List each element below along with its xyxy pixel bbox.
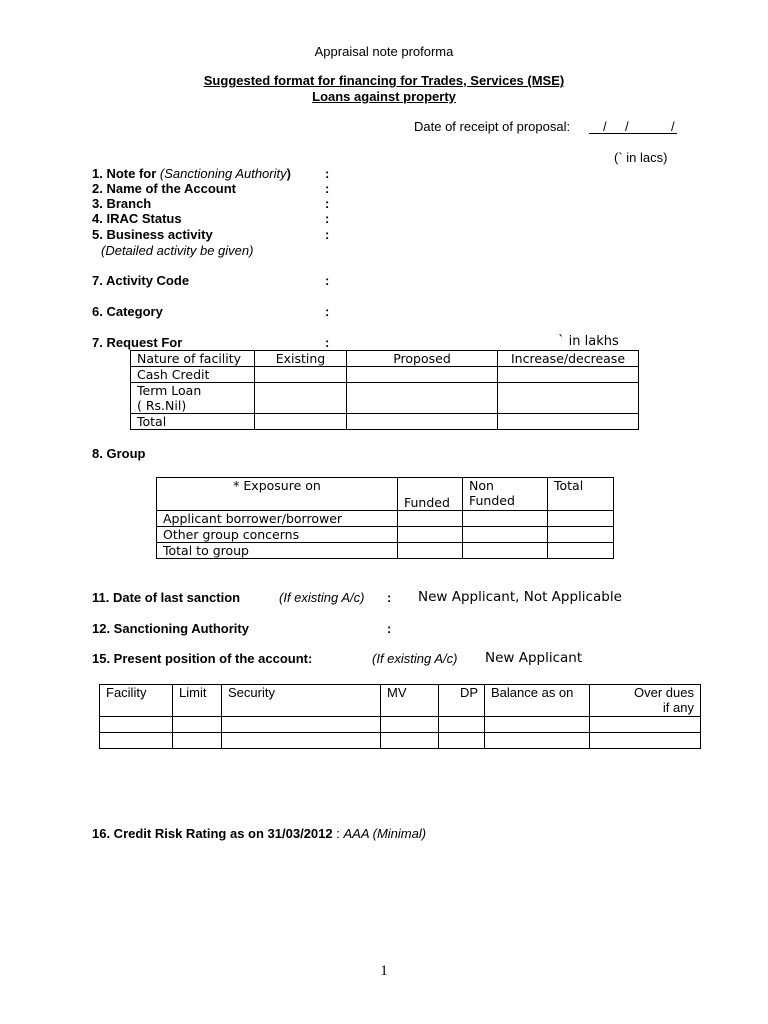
table-cell <box>498 414 639 430</box>
document-subtitle: Loans against property <box>312 89 456 104</box>
table-cell <box>548 527 614 543</box>
field-note-for-note: (Sanctioning Authority <box>159 166 287 181</box>
request-units: ` in lakhs <box>558 334 619 349</box>
page-number: 1 <box>380 963 388 979</box>
table-cell <box>347 414 498 430</box>
field-last-sanction-value: New Applicant, Not Applicable <box>418 589 622 605</box>
proforma-title: Appraisal note proforma <box>314 44 454 59</box>
position-table <box>99 684 701 749</box>
field-branch: 3. Branch <box>92 196 152 211</box>
table-header: Security <box>222 685 381 717</box>
units-lacs: (` in lacs) <box>614 150 668 165</box>
table-cell <box>548 543 614 559</box>
table-cell <box>590 717 701 733</box>
field-note-for-close: ) <box>286 166 291 181</box>
table-cell <box>347 367 498 383</box>
group-label: 8. Group <box>92 446 146 461</box>
table-header-row <box>157 478 614 511</box>
table-cell: Term Loan ( Rs.Nil) <box>131 383 255 414</box>
table-cell <box>439 717 485 733</box>
table-cell <box>255 367 347 383</box>
field-business-activity: 5. Business activity <box>92 227 213 242</box>
request-table <box>130 350 639 430</box>
table-cell <box>485 733 590 749</box>
table-header: Facility <box>100 685 173 717</box>
table-header: Proposed <box>347 351 498 367</box>
field-last-sanction-note: (If existing A/c) <box>279 590 365 605</box>
colon: : <box>325 227 330 242</box>
colon: : <box>387 621 392 636</box>
field-credit-risk-rating <box>92 826 426 841</box>
table-header-row <box>131 351 639 367</box>
table-row <box>131 367 639 383</box>
table-header: * Exposure on <box>157 478 398 511</box>
table-header: MV <box>381 685 439 717</box>
colon: : <box>325 196 330 211</box>
table-cell <box>398 543 463 559</box>
non-funded-label: Non Funded <box>469 478 515 508</box>
field-credit-risk-rating-label: 16. Credit Risk Rating as on 31/03/2012 <box>92 826 333 841</box>
table-cell <box>485 717 590 733</box>
table-row <box>131 414 639 430</box>
field-present-position: 15. Present position of the account: <box>92 651 313 666</box>
field-activity-code: 7. Activity Code <box>92 273 190 288</box>
table-header: Nature of facility <box>131 351 255 367</box>
colon: : <box>325 166 330 181</box>
table-row <box>157 543 614 559</box>
table-header: Increase/decrease <box>498 351 639 367</box>
colon: : <box>325 211 330 226</box>
table-cell: Total to group <box>157 543 398 559</box>
table-cell <box>381 717 439 733</box>
table-header: Over dues if any <box>590 685 701 717</box>
table-row <box>100 717 701 733</box>
document-title: Suggested format for financing for Trades, Services (MSE) <box>203 73 565 88</box>
colon: : <box>325 273 330 288</box>
table-cell <box>548 511 614 527</box>
table-header: Total <box>548 478 614 511</box>
table-cell <box>381 733 439 749</box>
table-header: Funded <box>398 478 463 511</box>
table-cell <box>498 383 639 414</box>
field-irac-status: 4. IRAC Status <box>92 211 182 226</box>
table-header-row <box>100 685 701 717</box>
table-cell <box>255 414 347 430</box>
table-cell: Cash Credit <box>131 367 255 383</box>
table-cell <box>398 511 463 527</box>
group-exposure-table <box>156 477 614 559</box>
table-cell <box>222 733 381 749</box>
table-header: DP <box>439 685 485 717</box>
field-account-name: 2. Name of the Account <box>92 181 236 196</box>
field-credit-risk-rating-value: AAA (Minimal) <box>343 826 427 841</box>
colon: : <box>336 826 340 841</box>
colon: : <box>325 181 330 196</box>
table-cell <box>347 383 498 414</box>
field-category: 6. Category <box>92 304 163 319</box>
date-receipt-label: Date of receipt of proposal: <box>414 119 571 134</box>
table-header <box>463 478 548 511</box>
table-header: Existing <box>255 351 347 367</box>
table-row <box>157 527 614 543</box>
table-header: Balance as on <box>485 685 590 717</box>
field-note-for-label: 1. Note for <box>92 166 157 181</box>
field-present-position-note: (If existing A/c) <box>372 651 458 666</box>
table-cell <box>590 733 701 749</box>
field-last-sanction-date: 11. Date of last sanction <box>92 590 241 605</box>
date-receipt-field: / / / <box>589 119 677 134</box>
table-cell <box>222 717 381 733</box>
table-cell <box>439 733 485 749</box>
field-request-for: 7. Request For <box>92 335 183 350</box>
colon: : <box>325 335 330 350</box>
table-cell <box>463 543 548 559</box>
field-note-for <box>92 166 291 181</box>
field-business-activity-note: (Detailed activity be given) <box>101 243 254 258</box>
table-cell <box>398 527 463 543</box>
table-row <box>157 511 614 527</box>
table-header: Limit <box>173 685 222 717</box>
table-cell: Total <box>131 414 255 430</box>
table-cell <box>100 717 173 733</box>
table-row <box>131 383 639 414</box>
table-cell <box>173 733 222 749</box>
table-cell <box>100 733 173 749</box>
table-cell <box>463 511 548 527</box>
table-cell <box>255 383 347 414</box>
colon: : <box>387 590 392 605</box>
field-sanctioning-authority: 12. Sanctioning Authority <box>92 621 249 636</box>
table-cell <box>463 527 548 543</box>
table-row <box>100 733 701 749</box>
table-cell: Other group concerns <box>157 527 398 543</box>
colon: : <box>325 304 330 319</box>
table-cell: Applicant borrower/borrower <box>157 511 398 527</box>
table-cell <box>498 367 639 383</box>
field-present-position-value: New Applicant <box>485 650 583 666</box>
table-cell <box>173 717 222 733</box>
